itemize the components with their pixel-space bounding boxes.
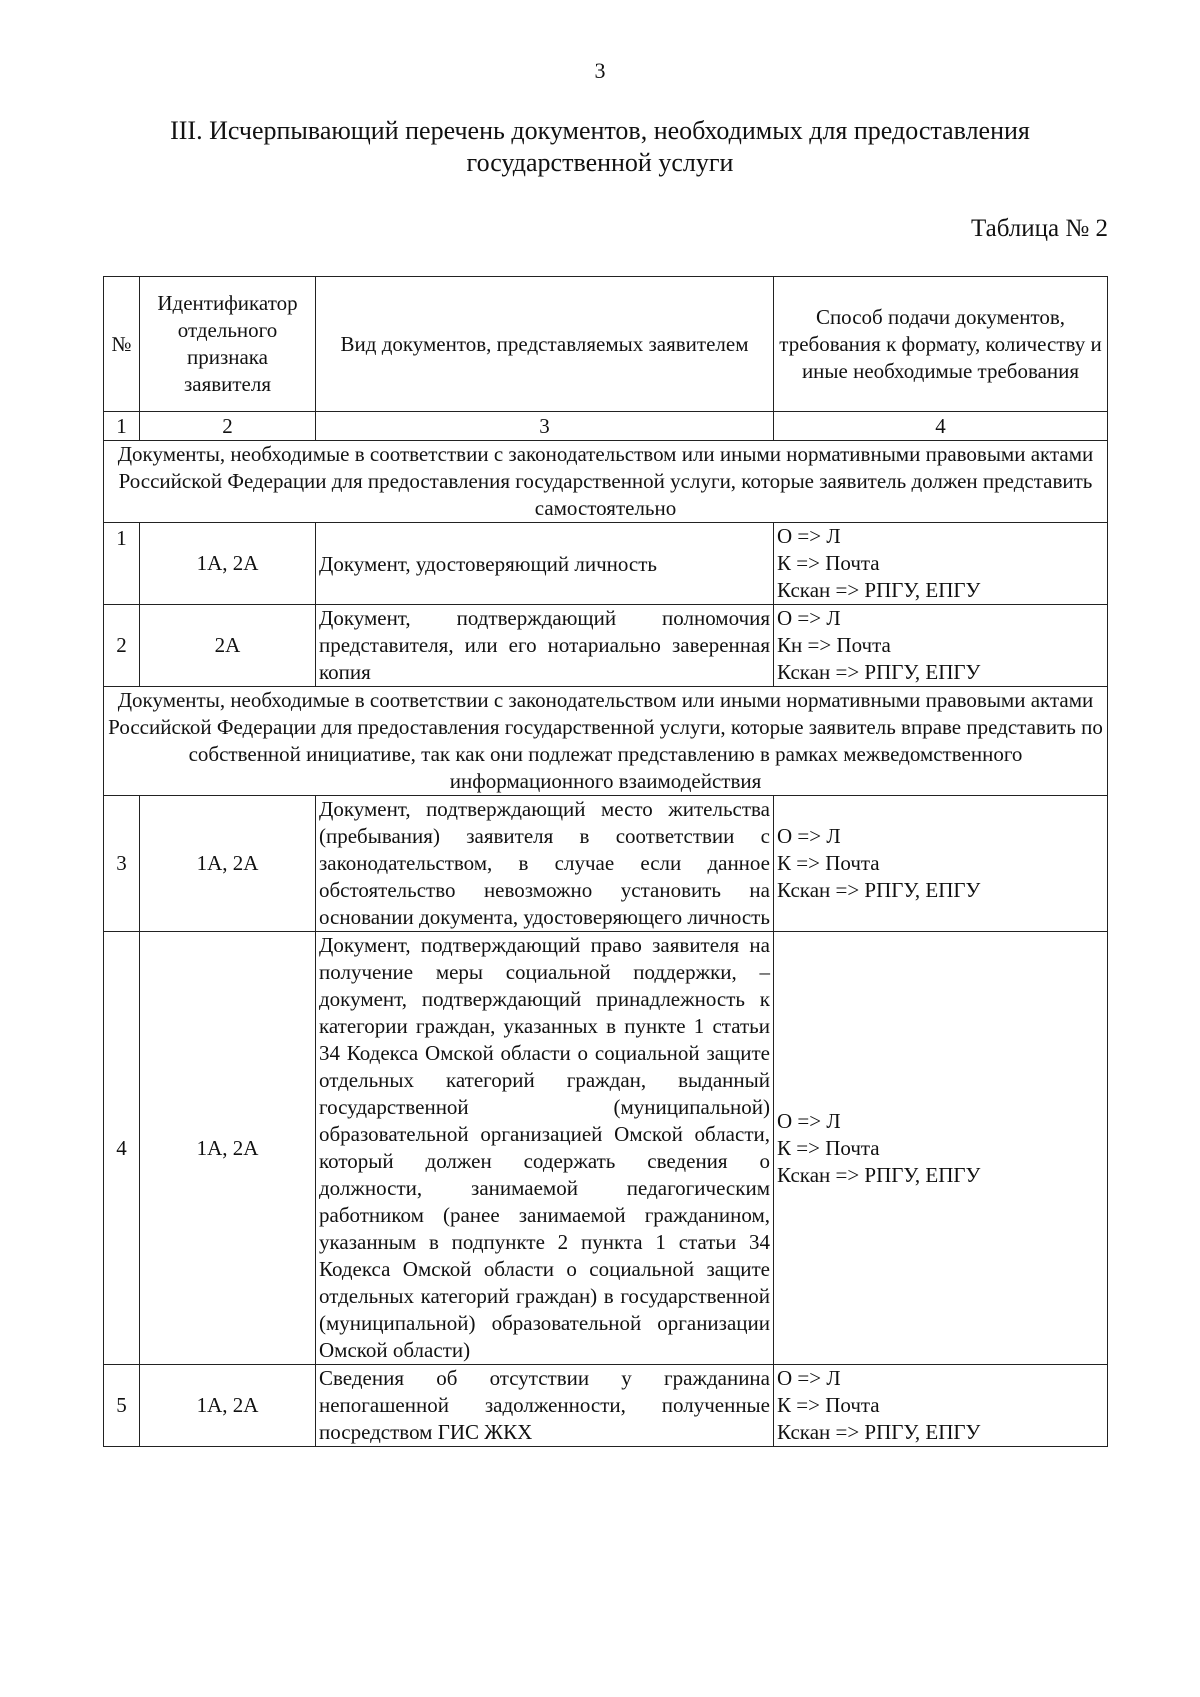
row-doc: Сведения об отсутствии у гражданина непогашенной задолженности, полученные посредством ГИС ЖКХ (316, 1365, 774, 1447)
table-row (104, 1365, 1108, 1447)
row-doc: Документ, подтверждающий место жительства (пребывания) заявителя в соответствии с законодательством, в случае если данное обстоятельство невозможно установить на основании документа, удостоверяющего личность (316, 796, 774, 932)
header-submission: Способ подачи документов, требования к формату, количеству и иные необходимые требования (774, 277, 1108, 412)
table-row (104, 605, 1108, 687)
row-identifier: 1А, 2А (140, 932, 316, 1365)
row-identifier: 2А (140, 605, 316, 687)
row-num: 5 (104, 1365, 140, 1447)
row-identifier: 1А, 2А (140, 523, 316, 605)
column-number: 3 (316, 412, 774, 441)
table-row (104, 523, 1108, 605)
row-identifier: 1А, 2А (140, 1365, 316, 1447)
documents-table (103, 276, 1108, 1447)
row-doc: Документ, удостоверяющий личность (316, 523, 774, 605)
page-number: 3 (594, 58, 606, 83)
table-header-row (104, 277, 1108, 412)
row-submission: О => Л К => Почта Кскан => РПГУ, ЕПГУ (774, 932, 1108, 1365)
section-row (104, 687, 1108, 796)
column-number: 2 (140, 412, 316, 441)
row-doc: Документ, подтверждающий право заявителя на получение меры социальной поддержки, – документ, подтверждающий принадлежность к категории граждан, указанных в пункте 1 статьи 34 Кодекса Омской области о социальной защите отдельных категорий граждан, выданный государственной (муниципальной) образовательной организацией Омской области, который должен содержать сведения о должности, занимаемой педагогическим работником (ранее занимаемой гражданином, указанным в подпункте 2 пункта 1 статьи 34 Кодекса Омской области о социальной защите отдельных категорий граждан) в государственной (муниципальной) образовательной организации Омской области) (316, 932, 774, 1365)
column-number: 1 (104, 412, 140, 441)
row-num: 3 (104, 796, 140, 932)
row-submission: О => Л К => Почта Кскан => РПГУ, ЕПГУ (774, 1365, 1108, 1447)
table-row (104, 932, 1108, 1365)
row-submission: О => Л К => Почта Кскан => РПГУ, ЕПГУ (774, 523, 1108, 605)
column-number: 4 (774, 412, 1108, 441)
table-row (104, 796, 1108, 932)
row-submission: О => Л К => Почта Кскан => РПГУ, ЕПГУ (774, 796, 1108, 932)
header-num: № (104, 277, 140, 412)
header-doc-type: Вид документов, представляемых заявителем (316, 277, 774, 412)
section-row (104, 441, 1108, 523)
section-title-2: Документы, необходимые в соответствии с законодательством или иными нормативными правовыми актами Российской Федерации для предоставления государственной услуги, которые заявитель вправе представить по собственной инициативе, так как они подлежат представлению в рамках межведомственного информационного взаимодействия (104, 687, 1108, 796)
heading-line-2: государственной услуги (466, 148, 734, 177)
row-submission: О => Л Кн => Почта Кскан => РПГУ, ЕПГУ (774, 605, 1108, 687)
heading-line-1: III. Исчерпывающий перечень документов, необходимых для предоставления (170, 116, 1030, 145)
row-num: 1 (104, 523, 140, 605)
row-num: 4 (104, 932, 140, 1365)
header-identifier: Идентификатор отдельного признака заявителя (140, 277, 316, 412)
section-title-1: Документы, необходимые в соответствии с законодательством или иными нормативными правовыми актами Российской Федерации для предоставления государственной услуги, которые заявитель должен представить самостоятельно (104, 441, 1108, 523)
table-caption: Таблица № 2 (970, 215, 1108, 242)
section-heading (0, 115, 1200, 179)
row-num: 2 (104, 605, 140, 687)
row-identifier: 1А, 2А (140, 796, 316, 932)
column-number-row (104, 412, 1108, 441)
row-doc: Документ, подтверждающий полномочия представителя, или его нотариально заверенная копия (316, 605, 774, 687)
